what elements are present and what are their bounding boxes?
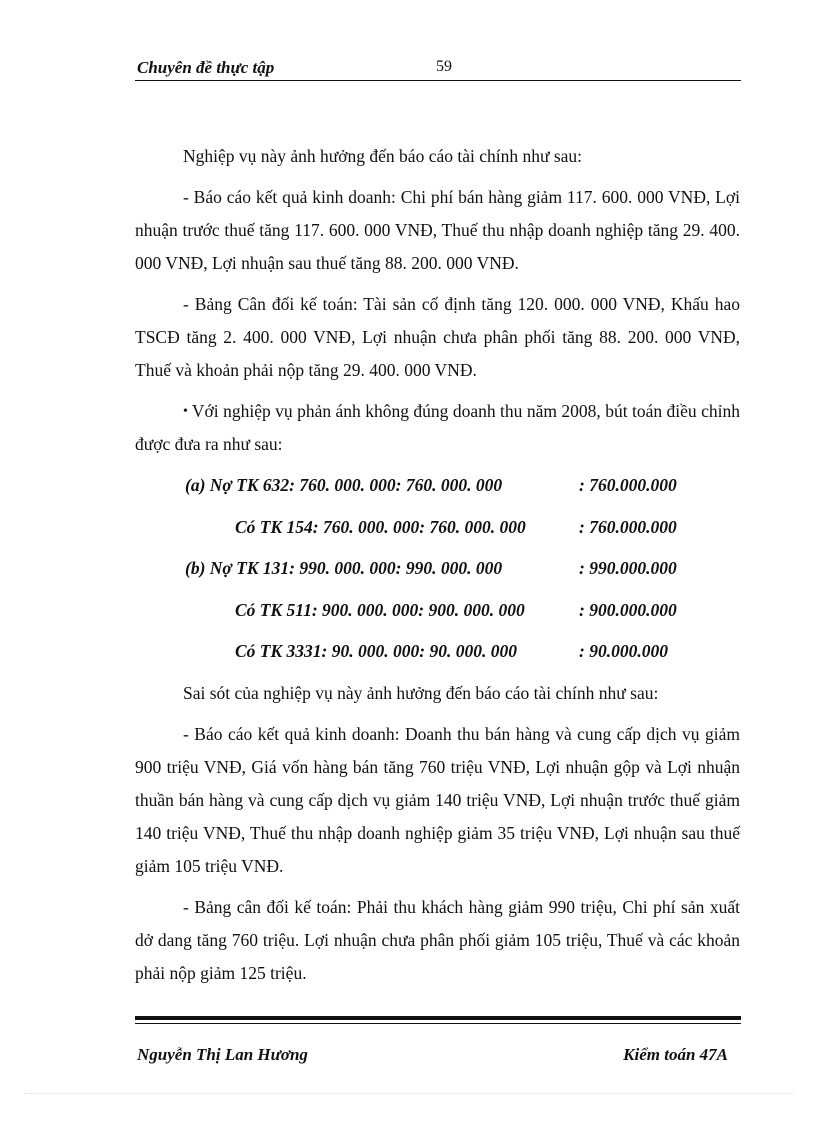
paragraph-income-statement-effect: - Báo cáo kết quả kinh doanh: Chi phí bán hàng giảm 117. 600. 000 VNĐ, Lợi nhuận trước thuế tăng 117. 600. 000 VNĐ, Thuế thu nhập doanh nghiệp tăng 29. 400. 000 VNĐ, Lợi nhuận sau thuế tăng 88. 200. 000 VNĐ.: [135, 187, 740, 273]
journal-entry: [135, 594, 740, 627]
adjustment-intro-text: Với nghiệp vụ phản ánh không đúng doanh thu năm 2008, bút toán điều chỉnh được đưa ra như sau:: [135, 401, 740, 454]
bullet-icon: •: [183, 404, 188, 419]
footer-author: Nguyễn Thị Lan Hương: [137, 1045, 308, 1064]
footer-divider-thin: [135, 1023, 741, 1024]
entry-label: Có TK 511: 900. 000. 000: 900. 000. 000: [235, 599, 525, 620]
journal-entry: [135, 511, 740, 544]
entry-amount: : 760.000.000: [579, 516, 677, 537]
entry-amount: : 990.000.000: [579, 558, 677, 578]
paragraph-error-effect: Sai sót của nghiệp vụ này ảnh hưởng đến báo cáo tài chính như sau:: [183, 682, 659, 703]
page-body: [135, 140, 740, 998]
journal-entry: [135, 552, 740, 585]
entry-amount: : 900.000.000: [579, 599, 677, 620]
journal-entry: [135, 469, 740, 502]
page-edge-divider: [24, 1093, 794, 1094]
paragraph-intro: Nghiệp vụ này ảnh hưởng đến báo cáo tài chính như sau:: [183, 146, 583, 166]
entry-label: (a) Nợ TK 632: 760. 000. 000: 760. 000. 000: [185, 475, 503, 495]
entry-amount: : 760.000.000: [579, 475, 677, 495]
paragraph-balance-sheet-effect: - Bảng Cân đối kế toán: Tài sản cố định tăng 120. 000. 000 VNĐ, Khấu hao TSCĐ tăng 2. 400. 000 VNĐ, Lợi nhuận chưa phân phối tăng 88. 200. 000 VNĐ, Thuế và khoản phải nộp tăng 29. 400. 000 VNĐ.: [135, 294, 740, 380]
page-number: 59: [436, 58, 452, 75]
paragraph-balance-sheet-error: - Bảng cân đối kế toán: Phải thu khách hàng giảm 990 triệu, Chi phí sản xuất dở dang tăng 760 triệu. Lợi nhuận chưa phân phối giảm 105 triệu, Thuế và các khoản phải nộp giảm 125 triệu.: [135, 896, 740, 983]
entry-label: (b) Nợ TK 131: 990. 000. 000: 990. 000. 000: [185, 558, 503, 578]
footer-class: Kiểm toán 47A: [623, 1045, 728, 1064]
header-divider: [135, 80, 741, 81]
entry-amount: : 90.000.000: [579, 641, 668, 661]
paragraph-adjustment-intro: [135, 395, 740, 461]
entry-label: Có TK 154: 760. 000. 000: 760. 000. 000: [235, 516, 526, 537]
paragraph-income-statement-error: - Báo cáo kết quả kinh doanh: Doanh thu bán hàng và cung cấp dịch vụ giảm 900 triệu VNĐ, Giá vốn hàng bán tăng 760 triệu VNĐ, Lợi nhuận gộp và Lợi nhuận thuần bán hàng và cung cấp dịch vụ giảm 140 triệu VNĐ, Lợi nhuận trước thuế giảm 140 triệu VNĐ, Thuế thu nhập doanh nghiệp giảm 35 triệu VNĐ, Lợi nhuận sau thuế giảm 105 triệu VNĐ.: [135, 723, 740, 876]
journal-entry: [135, 635, 740, 668]
entry-label: Có TK 3331: 90. 000. 000: 90. 000. 000: [235, 641, 517, 661]
footer-divider-thick: [135, 1016, 741, 1020]
header-title: Chuyên đề thực tập: [137, 58, 275, 77]
